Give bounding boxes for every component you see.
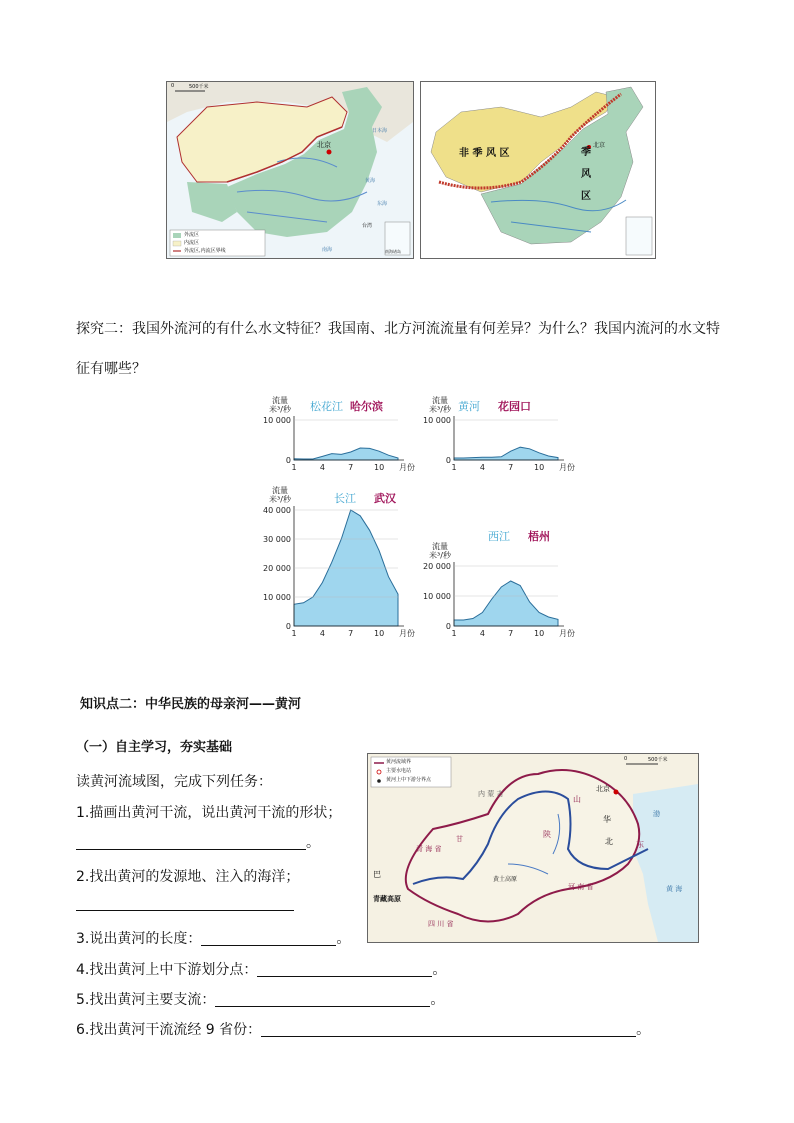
period: 。 <box>336 931 351 947</box>
x-tick-label: 10 <box>373 629 385 638</box>
chart-station-name: 梧州 <box>528 530 550 543</box>
y-tick-label: 40 000 <box>263 506 291 515</box>
x-tick-label: 7 <box>348 629 354 638</box>
task-1: 1.描画出黄河干流，说出黄河干流的形状； <box>76 805 342 821</box>
period: 。 <box>306 835 320 851</box>
inquiry-two-line2: 征有哪些？ <box>76 361 146 377</box>
task-3-label: 3.说出黄河的长度： <box>76 931 202 947</box>
x-tick-label: 4 <box>319 463 325 472</box>
answer-line-4[interactable] <box>257 962 432 977</box>
x-tick-label: 7 <box>508 629 514 638</box>
flow-area-2 <box>454 447 558 460</box>
task-6 <box>76 1019 650 1039</box>
drainage-region-map <box>166 81 414 259</box>
y-axis-label: 流量 <box>272 486 288 495</box>
x-axis-label: 月份 <box>559 629 575 638</box>
flow-area-1 <box>294 448 398 460</box>
region-label: 黄土高原 <box>493 876 518 883</box>
knowledge-subheading: （一）自主学习，夯实基础 <box>76 740 233 755</box>
x-tick-label: 1 <box>291 629 297 638</box>
province-label: 内 蒙 古 <box>478 790 504 798</box>
y-tick-label: 10 000 <box>263 416 291 425</box>
x-tick-label: 7 <box>348 463 354 472</box>
monsoon-region-map <box>420 81 656 259</box>
beijing-label: 北京 <box>593 142 606 149</box>
scale-label: 500千米 <box>189 84 209 90</box>
y-tick-label: 10 000 <box>423 592 451 601</box>
chart-station-name: 哈尔滨 <box>350 400 383 413</box>
province-label: 陕 <box>543 830 551 839</box>
x-axis-label: 月份 <box>559 463 575 472</box>
task-3 <box>76 928 350 948</box>
period: 。 <box>432 962 447 978</box>
nonmonsoon-label: 非 季 风 区 <box>459 148 510 159</box>
province-label: 东 <box>636 840 644 849</box>
y-axis-label: 流量 <box>432 542 448 551</box>
chart-river-name: 松花江 <box>310 400 343 413</box>
yellow-river-basin-map <box>367 753 699 943</box>
x-axis-label: 月份 <box>399 629 415 638</box>
answer-line-5[interactable] <box>215 992 430 1007</box>
island-label: 台湾 <box>362 223 373 229</box>
chart-station-name: 武汉 <box>374 492 396 505</box>
legend-hydro: 主要水电站 <box>386 768 412 774</box>
monsoon-label: 季 风 区 <box>581 147 591 202</box>
province-label: 河 南 省 <box>568 883 594 891</box>
answer-line-2[interactable] <box>76 896 294 912</box>
task-5-label: 5.找出黄河主要支流： <box>76 992 216 1008</box>
y-tick-label: 0 <box>285 456 291 465</box>
region-label: 巴 <box>373 870 381 879</box>
chart-river-name: 长江 <box>334 492 356 505</box>
task-4-label: 4.找出黄河上中下游划分点： <box>76 962 258 978</box>
x-tick-label: 1 <box>291 463 297 472</box>
task-2: 2.找出黄河的发源地、注入的海洋； <box>76 869 300 885</box>
x-tick-label: 10 <box>533 463 545 472</box>
sea-label: 南海 <box>322 247 333 253</box>
legend-boundary: 外流区,内流区界线 <box>184 248 226 254</box>
province-label: 华 <box>603 815 611 824</box>
answer-line-6[interactable] <box>261 1022 636 1037</box>
y-tick-label: 0 <box>285 622 291 631</box>
y-axis-label: 流量 <box>272 396 288 405</box>
x-tick-label: 7 <box>508 463 514 472</box>
chart-river-name: 黄河 <box>458 400 480 413</box>
y-tick-label: 0 <box>445 456 451 465</box>
province-label: 甘 <box>456 835 463 843</box>
monsoon-map-drawing <box>421 82 655 258</box>
y-tick-label: 10 000 <box>423 416 451 425</box>
x-tick-label: 4 <box>319 629 325 638</box>
scale-zero: 0 <box>171 83 175 89</box>
region-label: 青藏高原 <box>373 895 401 903</box>
y-axis-unit: 米³/秒 <box>429 551 451 560</box>
sea-label: 渤 <box>653 810 660 818</box>
x-tick-label: 4 <box>479 629 485 638</box>
sea-label: 黄 海 <box>666 885 683 893</box>
x-tick-label: 4 <box>479 463 485 472</box>
period: 。 <box>636 1022 651 1038</box>
task-6-label: 6.找出黄河干流流经 9 省份： <box>76 1022 262 1038</box>
province-label: 北 <box>605 837 613 846</box>
intro-text: 读黄河流域图，完成下列任务： <box>76 774 272 790</box>
river-flow-charts <box>250 390 580 645</box>
task-5 <box>76 989 444 1009</box>
answer-line-3[interactable] <box>201 931 336 946</box>
y-tick-label: 10 000 <box>263 593 291 602</box>
y-tick-label: 30 000 <box>263 535 291 544</box>
scale-zero: 0 <box>624 756 628 762</box>
chart-river-name: 西江 <box>488 530 510 543</box>
answer-line-1[interactable] <box>76 832 320 852</box>
legend-outer: 外流区 <box>184 232 200 238</box>
beijing-label: 北京 <box>317 141 331 149</box>
legend-divide: 黄河上中下游分界点 <box>386 777 432 783</box>
inset-label: 南海诸岛 <box>385 249 401 254</box>
drainage-map-drawing <box>167 82 413 258</box>
x-axis-label: 月份 <box>399 463 415 472</box>
beijing-label: 北京 <box>596 785 610 793</box>
y-axis-unit: 米³/秒 <box>269 405 291 414</box>
y-axis-unit: 米³/秒 <box>269 495 291 504</box>
x-tick-label: 1 <box>451 629 457 638</box>
y-tick-label: 0 <box>445 622 451 631</box>
legend-inner: 内流区 <box>184 240 200 246</box>
period: 。 <box>430 992 445 1008</box>
legend-basin: 黄河流域界 <box>386 759 412 765</box>
sea-label: 日本海 <box>372 128 388 134</box>
inquiry-two-line1: 探究二：我国外流河的有什么水文特征？我国南、北方河流流量有何差异？为什么？我国内流河的水文特 <box>76 321 720 337</box>
x-tick-label: 10 <box>373 463 385 472</box>
province-label: 青 海 省 <box>416 845 442 853</box>
x-tick-label: 10 <box>533 629 545 638</box>
y-tick-label: 20 000 <box>263 564 291 573</box>
task-4 <box>76 959 446 979</box>
y-axis-label: 流量 <box>432 396 448 405</box>
chart-station-name: 花园口 <box>498 400 531 413</box>
sea-label: 黄海 <box>365 178 376 184</box>
province-label: 四 川 省 <box>428 920 454 928</box>
y-axis-unit: 米³/秒 <box>429 405 451 414</box>
knowledge-heading: 知识点二：中华民族的母亲河——黄河 <box>80 697 302 712</box>
x-tick-label: 1 <box>451 463 457 472</box>
y-tick-label: 20 000 <box>423 562 451 571</box>
flow-area-4 <box>454 581 558 626</box>
province-label: 山 <box>573 795 581 804</box>
scale-label: 500千米 <box>648 757 668 763</box>
sea-label: 东海 <box>377 201 388 207</box>
